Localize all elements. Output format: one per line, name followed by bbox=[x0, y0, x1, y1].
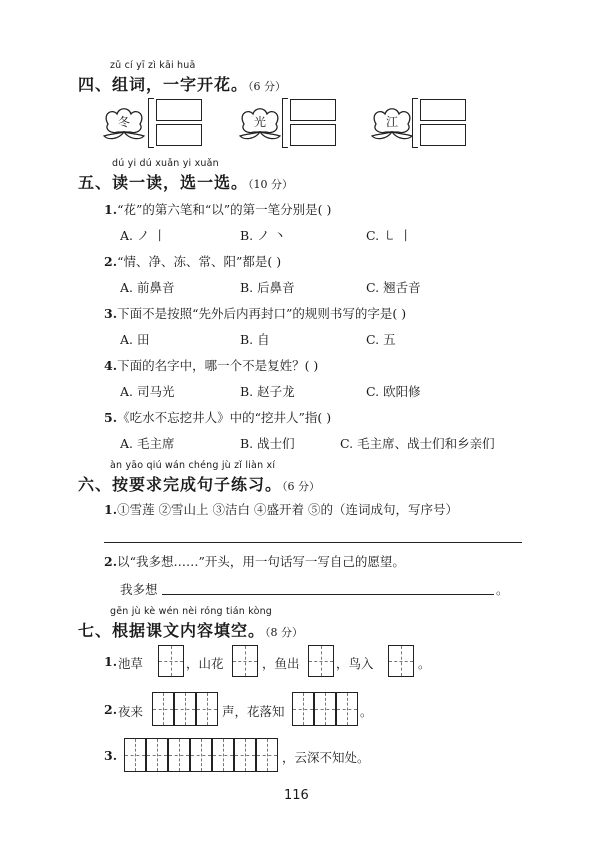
question-text: 下面不是按照“先外后内再封口”的规则书写的字是( ) bbox=[117, 306, 407, 321]
word-box-3a[interactable] bbox=[420, 99, 466, 121]
option-a[interactable]: A. 司马光 bbox=[120, 384, 175, 399]
question-text: “情、净、冻、常、阳”都是( ) bbox=[117, 254, 282, 269]
wish-prefix: 我多想 bbox=[120, 582, 158, 597]
question-4 bbox=[104, 356, 318, 374]
question-3 bbox=[104, 304, 406, 322]
question-number: 5. bbox=[104, 410, 118, 425]
question-number: 3. bbox=[104, 306, 118, 321]
writing-cell[interactable] bbox=[232, 645, 258, 677]
option-b[interactable]: B. 赵子龙 bbox=[240, 384, 295, 399]
writing-cell[interactable] bbox=[314, 692, 336, 726]
section6-pinyin: àn yāo qiú wán chéng jù zǐ liàn xí bbox=[110, 460, 276, 471]
word-box-2a[interactable] bbox=[290, 99, 336, 121]
option-b[interactable]: B. 后鼻音 bbox=[240, 280, 295, 295]
question-2 bbox=[104, 252, 281, 270]
fill-number-2: 2. bbox=[104, 702, 118, 717]
writing-cell[interactable] bbox=[152, 692, 174, 726]
section4-score: （6 分） bbox=[248, 80, 287, 93]
section5-pinyin: dú yi dú xuǎn yi xuǎn bbox=[112, 158, 219, 169]
word-box-1a[interactable] bbox=[156, 99, 202, 121]
flower-char-1: 冬 bbox=[117, 115, 130, 129]
answer-line-1[interactable] bbox=[104, 542, 522, 543]
question-text: 下面的名字中，哪一个不是复姓？( ) bbox=[117, 358, 319, 373]
writing-cell[interactable] bbox=[336, 692, 358, 726]
fill-text: 。 bbox=[418, 656, 431, 671]
fill-text: 池草 bbox=[118, 656, 144, 671]
section6-title bbox=[78, 472, 320, 495]
writing-cell[interactable] bbox=[388, 645, 414, 677]
question-number: 2. bbox=[104, 554, 118, 569]
flower-brace-1 bbox=[148, 98, 154, 148]
question-number: 1. bbox=[104, 502, 118, 517]
fill-text: ，山花 bbox=[186, 656, 224, 671]
flower-char-3: 江 bbox=[385, 115, 398, 129]
question-text: 《吃水不忘挖井人》中的“挖井人”指( ) bbox=[117, 410, 332, 425]
writing-cell[interactable] bbox=[308, 645, 334, 677]
option-b[interactable]: B. 战士们 bbox=[240, 436, 295, 451]
option-c[interactable]: C. 欧阳修 bbox=[366, 384, 421, 399]
option-b[interactable]: B. ノ 丶 bbox=[240, 228, 287, 243]
writing-cell[interactable] bbox=[190, 738, 212, 772]
wish-end: 。 bbox=[496, 582, 509, 597]
word-box-3b[interactable] bbox=[420, 124, 466, 146]
writing-cell[interactable] bbox=[146, 738, 168, 772]
sentence-question-2 bbox=[104, 552, 405, 570]
section7-title bbox=[78, 618, 303, 641]
option-b[interactable]: B. 自 bbox=[240, 332, 270, 347]
fill-number-3: 3. bbox=[104, 748, 118, 763]
section6-title-text: 六、按要求完成句子练习。 bbox=[78, 475, 283, 494]
flower-brace-3 bbox=[412, 98, 418, 148]
option-a[interactable]: A. ノ 丨 bbox=[120, 228, 166, 243]
question-number: 4. bbox=[104, 358, 118, 373]
writing-cell[interactable] bbox=[212, 738, 234, 772]
question-text: “花”的第六笔和“以”的第一笔分别是( ) bbox=[117, 202, 332, 217]
flower-brace-2 bbox=[282, 98, 288, 148]
section5-title bbox=[78, 170, 293, 193]
answer-line-2[interactable] bbox=[162, 594, 494, 595]
page-number: 116 bbox=[284, 788, 309, 803]
fill-text: 夜来 bbox=[118, 704, 144, 719]
section4-title bbox=[78, 72, 286, 95]
option-a[interactable]: A. 前鼻音 bbox=[120, 280, 175, 295]
question-number: 1. bbox=[104, 202, 118, 217]
question-text: 以“我多想……”开头，用一句话写一写自己的愿望。 bbox=[117, 554, 405, 569]
option-c[interactable]: C. 毛主席、战士们和乡亲们 bbox=[340, 436, 495, 451]
word-box-2b[interactable] bbox=[290, 124, 336, 146]
writing-cell[interactable] bbox=[196, 692, 218, 726]
fill-text: ，鱼出 bbox=[262, 656, 300, 671]
section7-score: （8 分） bbox=[265, 626, 304, 639]
section7-title-text: 七、根据课文内容填空。 bbox=[78, 621, 266, 640]
sentence-question-1 bbox=[104, 500, 458, 518]
fill-text: ，鸟入 bbox=[336, 656, 374, 671]
option-c[interactable]: C. 翘舌音 bbox=[366, 280, 421, 295]
writing-cell[interactable] bbox=[158, 645, 184, 677]
section6-score: （6 分） bbox=[282, 480, 321, 493]
section4-pinyin: zǔ cí yī zì kāi huā bbox=[110, 60, 196, 71]
section5-title-text: 五、读一读，选一选。 bbox=[78, 173, 249, 192]
section4-title-text: 四、组词，一字开花。 bbox=[78, 75, 249, 94]
fill-text: 声，花落知 bbox=[222, 704, 285, 719]
question-text: ①雪莲 ②雪山上 ③洁白 ④盛开着 ⑤的（连词成句，写序号） bbox=[117, 502, 458, 517]
writing-cell[interactable] bbox=[234, 738, 256, 772]
question-5 bbox=[104, 408, 331, 426]
fill-text: ，云深不知处。 bbox=[282, 750, 370, 765]
writing-cell[interactable] bbox=[256, 738, 278, 772]
word-box-1b[interactable] bbox=[156, 124, 202, 146]
writing-cell[interactable] bbox=[124, 738, 146, 772]
section7-pinyin: gēn jù kè wén nèi róng tián kòng bbox=[110, 606, 273, 617]
fill-number-1: 1. bbox=[104, 654, 118, 669]
option-a[interactable]: A. 田 bbox=[120, 332, 150, 347]
option-c[interactable]: C. 五 bbox=[366, 332, 396, 347]
question-number: 2. bbox=[104, 254, 118, 269]
writing-cell[interactable] bbox=[292, 692, 314, 726]
writing-cell[interactable] bbox=[174, 692, 196, 726]
flower-char-2: 光 bbox=[253, 115, 266, 129]
option-a[interactable]: A. 毛主席 bbox=[120, 436, 175, 451]
writing-cell[interactable] bbox=[168, 738, 190, 772]
option-c[interactable]: C. ㇄ 丨 bbox=[366, 228, 413, 243]
question-1 bbox=[104, 200, 331, 218]
section5-score: （10 分） bbox=[248, 178, 294, 191]
fill-text: 。 bbox=[360, 704, 373, 719]
